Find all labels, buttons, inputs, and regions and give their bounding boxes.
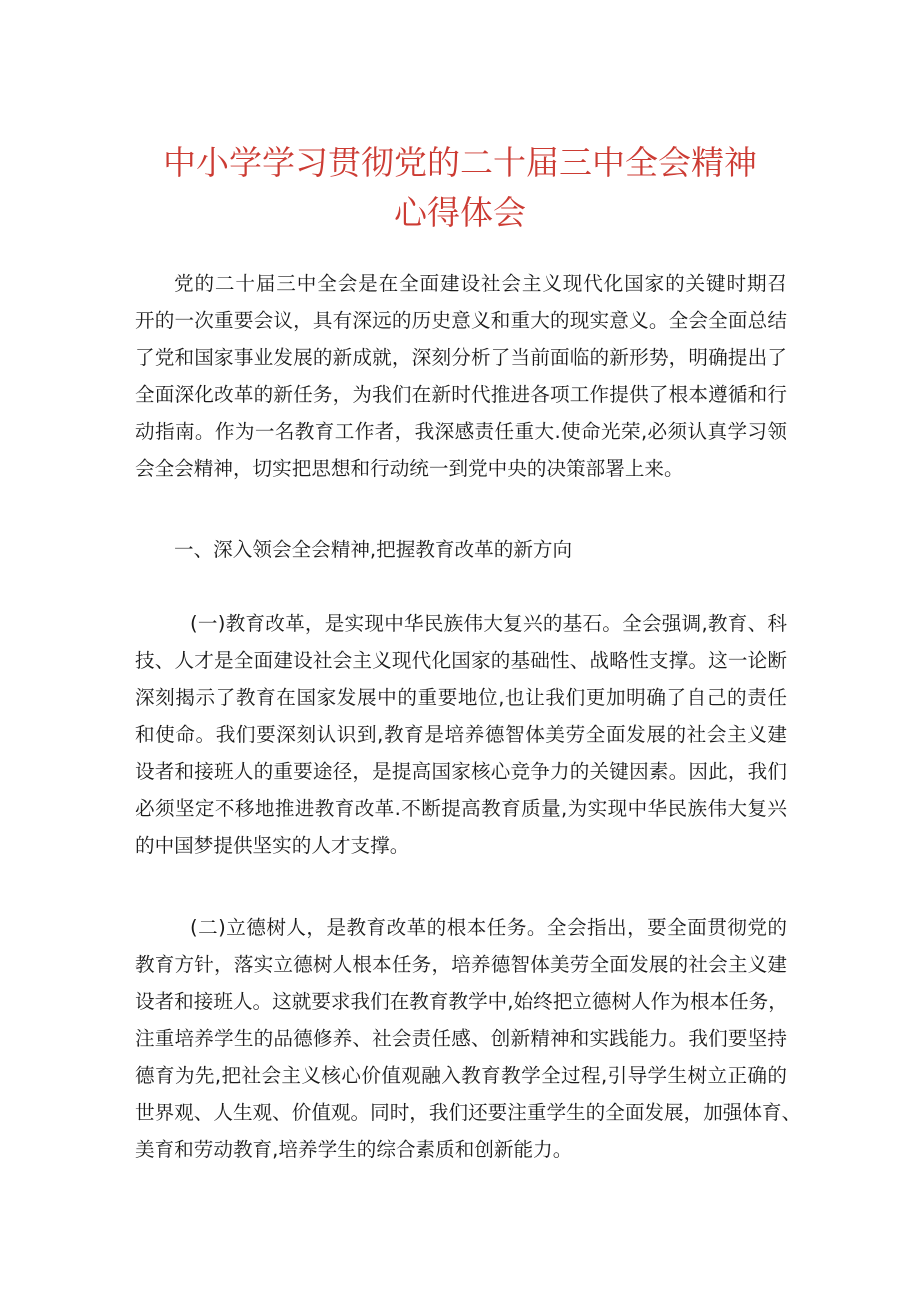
text-line: 设者和接班人的重要途径，是提高国家核心竞争力的关键因素。因此，我们	[135, 760, 787, 783]
intro-paragraph	[135, 265, 787, 487]
text-line: 深刻揭示了教育在国家发展中的重要地位,也让我们更加明确了自己的责任	[135, 686, 787, 709]
text-line: 全面深化改革的新任务，为我们在新时代推进各项工作提供了根本遵循和行	[135, 383, 787, 406]
text-line: 必须坚定不移地推进教育改革.不断提高教育质量,为实现中华民族伟大复兴	[135, 797, 787, 820]
text-line: 和使命。我们要深刻认识到,教育是培养德智体美劳全面发展的社会主义建	[135, 723, 787, 746]
text-line: 注重培养学生的品德修养、社会责任感、创新精神和实践能力。我们要坚持	[135, 1027, 787, 1050]
text-line: 世界观、人生观、价值观。同时，我们还要注重学生的全面发展，加强体育、	[135, 1101, 802, 1124]
title-line-1: 中小学学习贯彻党的二十届三中全会精神	[163, 143, 757, 182]
text-line: 动指南。作为一名教育工作者，我深感责任重大.使命光荣,必须认真学习领	[135, 420, 787, 443]
text-line: 的中国梦提供坚实的人才支撑。	[135, 834, 410, 857]
text-line: (二)立德树人，是教育改革的根本任务。全会指出，要全面贯彻党的	[190, 916, 787, 939]
section-1-heading	[135, 531, 787, 568]
text-line: 技、人才是全面建设社会主义现代化国家的基础性、战略性支撑。这一论断	[135, 649, 787, 672]
text-line: 会全会精神，切实把思想和行动统一到党中央的决策部署上来。	[135, 457, 684, 480]
paragraph-2	[135, 909, 802, 1168]
title-line-2: 心得体会	[394, 193, 526, 232]
text-line: 设者和接班人。这就要求我们在教育教学中,始终把立德树人作为根本任务，	[135, 990, 788, 1013]
document-title	[0, 138, 920, 238]
text-line: 美育和劳动教育,培养学生的综合素质和创新能力。	[135, 1138, 573, 1161]
section-heading-text: 一、深入领会全会精神,把握教育改革的新方向	[174, 538, 573, 561]
paragraph-1	[135, 605, 787, 864]
text-line: 党的二十届三中全会是在全面建设社会主义现代化国家的关键时期召	[174, 272, 787, 295]
text-line: (一)教育改革，是实现中华民族伟大复兴的基石。全会强调,教育、科	[190, 612, 787, 635]
text-line: 开的一次重要会议，具有深远的历史意义和重大的现实意义。全会全面总结	[135, 309, 787, 332]
text-line: 德育为先,把社会主义核心价值观融入教育教学全过程,引导学生树立正确的	[135, 1064, 787, 1087]
text-line: 教育方针，落实立德树人根本任务，培养德智体美劳全面发展的社会主义建	[135, 953, 787, 976]
text-line: 了党和国家事业发展的新成就，深刻分析了当前面临的新形势，明确提出了	[135, 346, 787, 369]
